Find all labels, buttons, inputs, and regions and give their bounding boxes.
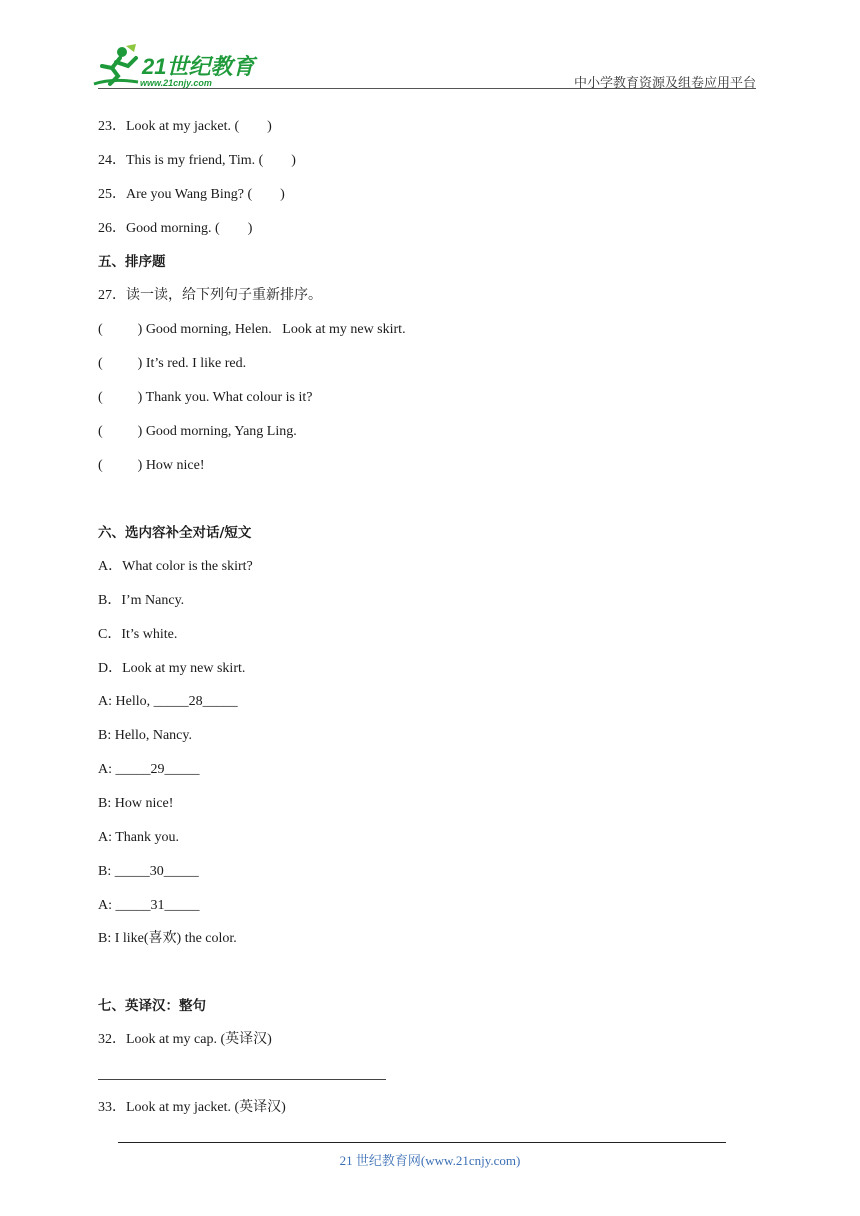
dialogue-line: B: I like(喜欢) the color. xyxy=(98,931,237,946)
ordering-item: ( ) Thank you. What colour is it? xyxy=(98,390,313,405)
section-heading-7: 七、英译汉：整句 xyxy=(98,998,206,1014)
option-c: C．It’s white. xyxy=(98,627,178,642)
section-heading-6: 六、选内容补全对话/短文 xyxy=(98,525,252,541)
header-divider xyxy=(98,88,756,89)
dialogue-line: A: _____31_____ xyxy=(98,898,200,913)
question-24: 24．This is my friend, Tim. ( ) xyxy=(98,153,296,168)
dialogue-line: B: How nice! xyxy=(98,796,174,811)
logo-text: 21世纪教育 xyxy=(142,54,255,79)
option-a: A．What color is the skirt? xyxy=(98,559,253,574)
dialogue-line: A: Hello, _____28_____ xyxy=(98,694,238,709)
question-25: 25．Are you Wang Bing? ( ) xyxy=(98,187,285,202)
platform-tagline: 中小学教育资源及组卷应用平台 xyxy=(573,76,756,91)
logo xyxy=(92,44,262,92)
footer-text: 21 世纪教育网(www.21cnjy.com) xyxy=(339,1153,521,1168)
answer-line xyxy=(98,1079,386,1080)
ordering-item: ( ) Good morning, Helen. Look at my new skirt. xyxy=(98,322,406,337)
page-header xyxy=(0,0,860,92)
ordering-item: ( ) Good morning, Yang Ling. xyxy=(98,424,297,439)
option-b: B．I’m Nancy. xyxy=(98,593,185,608)
section-heading-5: 五、排序题 xyxy=(98,254,166,270)
question-33: 33．Look at my jacket. (英译汉) xyxy=(98,1100,286,1115)
dialogue-line: B: Hello, Nancy. xyxy=(98,728,192,743)
dialogue-line: A: Thank you. xyxy=(98,830,180,845)
option-d: D．Look at my new skirt. xyxy=(98,661,246,676)
ordering-item: ( ) How nice! xyxy=(98,458,205,473)
question-23: 23．Look at my jacket. ( ) xyxy=(98,119,272,134)
logo-url: www.21cnjy.com xyxy=(140,78,212,88)
dialogue-line: B: _____30_____ xyxy=(98,864,199,879)
question-26: 26．Good morning. ( ) xyxy=(98,221,253,236)
question-27: 27．读一读，给下列句子重新排序。 xyxy=(98,288,322,303)
dialogue-line: A: _____29_____ xyxy=(98,762,200,777)
ordering-item: ( ) It’s red. I like red. xyxy=(98,356,247,371)
runner-logo-icon xyxy=(92,44,140,88)
question-32: 32．Look at my cap. (英译汉) xyxy=(98,1032,272,1047)
footer-divider xyxy=(118,1142,726,1143)
